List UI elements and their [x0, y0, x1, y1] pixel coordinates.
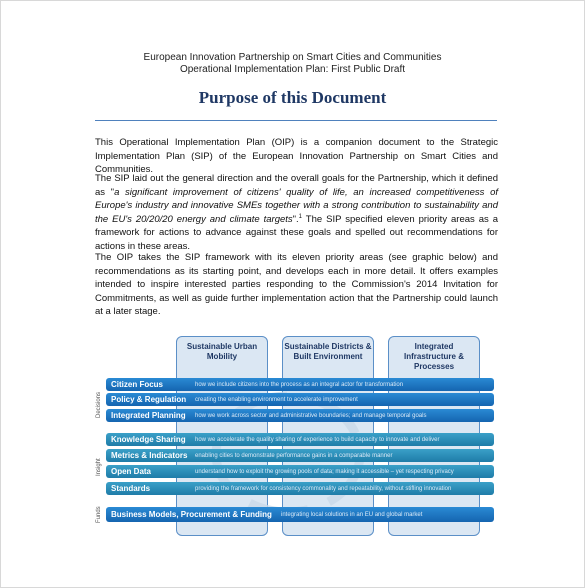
row-description: understand how to exploit the growing pools of data; making it accessible – yet respecting privacy — [195, 468, 454, 475]
row-business-models-funding — [106, 507, 494, 522]
row-description: enabling cities to demonstrate performance gains in a comparable manner — [195, 452, 393, 459]
paragraph-2-start: The SIP laid out the general direction and the overall goals for the Partnership, which it defined as " — [95, 173, 498, 198]
row-label: Business Models, Procurement & Funding — [111, 510, 272, 519]
header-line-1: European Innovation Partnership on Smart Cities and Communities — [143, 52, 442, 63]
row-citizen-focus — [106, 378, 494, 391]
row-label: Open Data — [111, 467, 152, 476]
row-knowledge-sharing — [106, 433, 494, 446]
side-label-insight: Insight — [96, 458, 102, 476]
row-open-data — [106, 465, 494, 478]
side-label-decisions: Decisions — [96, 391, 102, 418]
paragraph-2-quote-end: ". — [292, 213, 299, 225]
row-description: providing the framework for consistency commonality and repeatability, without stifling innovation — [195, 485, 452, 492]
footnote-marker: 1 — [298, 213, 303, 220]
page-title: Purpose of this Document — [198, 88, 387, 107]
row-label: Knowledge Sharing — [111, 435, 186, 444]
row-description: creating the enabling environment to accelerate improvement — [195, 396, 358, 403]
paragraph-2-end: The SIP specified eleven priority areas as a framework for actions to advance against these goals and spelled out recommendations for actions in these areas. — [95, 213, 498, 252]
row-description: how we include citizens into the process as an integral actor for transformation — [195, 381, 404, 388]
header-line-2: Operational Implementation Plan: First Public Draft — [179, 64, 406, 75]
row-description: how we work across sector and administrative boundaries; and manage temporal goals — [195, 412, 427, 419]
row-label: Metrics & Indicators — [111, 451, 188, 460]
column-label: Sustainable Urban Mobility — [186, 342, 258, 361]
side-label-funds: Funds — [96, 506, 102, 523]
column-label: Sustainable Districts & Built Environment — [284, 342, 372, 361]
row-label: Standards — [111, 484, 151, 493]
paragraph-2 — [95, 172, 498, 253]
row-label: Policy & Regulation — [111, 395, 187, 404]
row-metrics-indicators — [106, 449, 494, 462]
row-label: Citizen Focus — [111, 380, 164, 389]
row-standards — [106, 482, 494, 495]
title-divider — [95, 120, 497, 121]
row-label: Integrated Planning — [111, 411, 186, 420]
paragraph-2-quote: a significant improvement of citizens' quality of life, an increased competitiveness of Europe's industry and innovative SMEs together with a strong contribution to sustainability and the EU's 20/20/20 energy and climate targets — [95, 186, 498, 225]
column-label: Integrated Infrastructure & Processes — [403, 342, 464, 371]
row-description: integrating local solutions in an EU and global market — [281, 511, 423, 518]
row-integrated-planning — [106, 409, 494, 422]
paragraph-1: This Operational Implementation Plan (OIP) is a companion document to the Strategic Implementation Plan (SIP) of the European Innovation Partnership on Smart Cities and Communities. — [95, 137, 498, 175]
paragraph-3: The OIP takes the SIP framework with its eleven priority areas (see graphic below) and recommendations as its starting point, and develops each in more detail. It offers examples intended to inspire interested parties responding to the Commission's 2014 Invitation for Commitments, as well as guide further implementation action that the Partnership could launch at a later stage. — [95, 252, 498, 317]
priority-areas-diagram — [98, 336, 498, 536]
row-policy-regulation — [106, 393, 494, 406]
row-description: how we accelerate the quality sharing of experience to build capacity to innovate and deliver — [195, 436, 440, 443]
